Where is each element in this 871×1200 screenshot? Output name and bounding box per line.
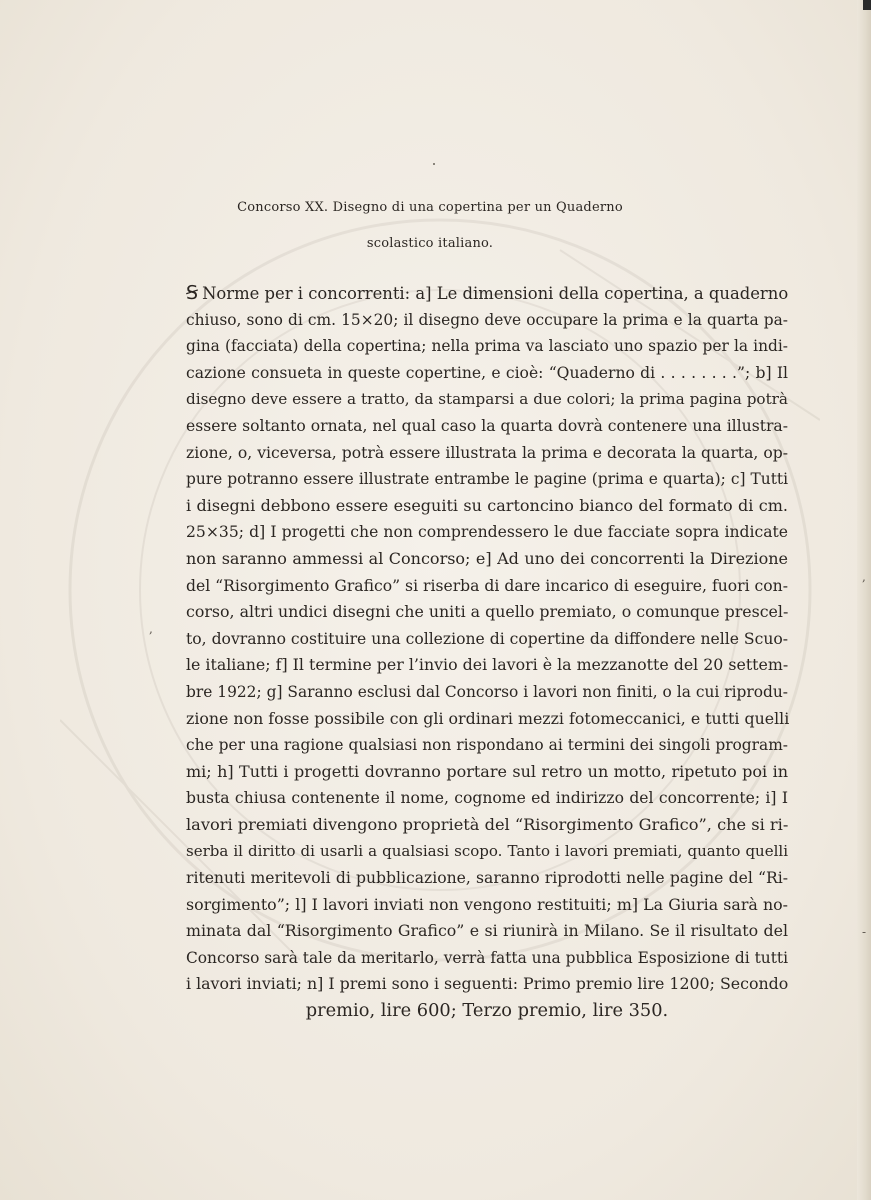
text-line: sorgimento”; l] I lavori inviati non vengono restituiti; m] La Giuria sarà no- (186, 894, 788, 914)
text-line: mi; h] Tutti i progetti dovranno portare sul retro un motto, ripetuto poi in (186, 761, 788, 781)
text-line: corso, altri undici disegni che uniti a quello premiato, o comunque prescel- (186, 602, 789, 622)
text-line: che per una ragione qualsiasi non rispondano ai termini dei singoli program- (186, 736, 788, 755)
margin-mark: , (149, 622, 153, 636)
title-line-2: scolastico italiano. (366, 236, 494, 251)
title-line-1: Concorso XX. Disegno di una copertina per un Quaderno (237, 200, 623, 215)
text-line: minata dal “Risorgimento Grafico” e si riunirà in Milano. Se il risultato del (186, 921, 788, 941)
margin-mark: , (862, 570, 866, 584)
text-line: del “Risorgimento Grafico” si riserba di dare incarico di eseguire, fuori con- (186, 576, 788, 595)
text-line: 25×35; d] I progetti che non comprendessero le due facciate sopra indicate (186, 523, 788, 542)
text-line: to, dovranno costituire una collezione di copertine da diffondere nelle Scuo- (186, 629, 789, 648)
text-line: Concorso sarà tale da meritarlo, verrà fatta una pubblica Esposizione di tutti (186, 948, 788, 967)
ink-dot (433, 163, 435, 165)
text-line: zione, o, viceversa, potrà essere illustrata la prima e decorata la quarta, op- (186, 443, 788, 462)
text-line: chiuso, sono di cm. 15×20; il disegno deve occupare la prima e la quarta pa- (186, 310, 788, 329)
text-line: ritenuti meritevoli di pubblicazione, saranno riprodotti nelle pagine del “Ri- (186, 869, 788, 888)
text-line: i disegni debbono essere eseguiti su cartoncino bianco del formato di cm. (186, 495, 788, 515)
text-line: essere soltanto ornata, nel qual caso la quarta dovrà contenere una illustra- (186, 416, 788, 435)
text-line: zione non fosse possibile con gli ordinari mezzi fotomeccanici, e tutti quelli (186, 708, 790, 728)
text-line: disegno deve essere a tratto, da stamparsi a due colori; la prima pagina potrà (186, 390, 788, 409)
text-line: serba il diritto di usarli a qualsiasi scopo. Tanto i lavori premiati, quanto quelli (186, 842, 788, 861)
text-line: non saranno ammessi al Concorso; e] Ad uno dei concorrenti la Direzione (186, 548, 788, 568)
text-line: cazione consueta in queste copertine, e cioè: “Quaderno di . . . . . . . .”; b] Il (186, 363, 788, 382)
text-line: pure potranno essere illustrate entrambe le pagine (prima e quarta); c] Tutti (186, 470, 788, 489)
text-line: i lavori inviati; n] I premi sono i seguenti: Primo premio lire 1200; Secondo (186, 974, 789, 994)
text-line: le italiane; f] Il termine per l’invio dei lavori è la mezzanotte del 20 settem- (186, 655, 789, 675)
rules-paragraph (186, 280, 788, 1025)
text-line: premio, lire 600; Terzo premio, lire 350. (305, 1000, 669, 1022)
text-line: bre 1922; g] Saranno esclusi dal Concorso i lavori non finiti, o la cui riprodu- (186, 682, 788, 701)
text-line: busta chiusa contenente il nome, cognome ed indirizzo del concorrente; i] I (186, 789, 788, 808)
text-line: lavori premiati divengono proprietà del “Risorgimento Grafico”, che si ri- (186, 814, 789, 834)
scan-corner-mark (863, 0, 871, 10)
text-line: Ꞩ Norme per i concorrenti: a] Le dimensioni della copertina, a quaderno (186, 280, 788, 307)
margin-mark: - (862, 925, 867, 939)
paragraph-mark-icon: Ꞩ (186, 282, 199, 304)
text-line: gina (facciata) della copertina; nella prima va lasciato uno spazio per la indi- (186, 337, 788, 356)
page-title (40, 190, 820, 262)
page-edge (857, 0, 871, 1200)
